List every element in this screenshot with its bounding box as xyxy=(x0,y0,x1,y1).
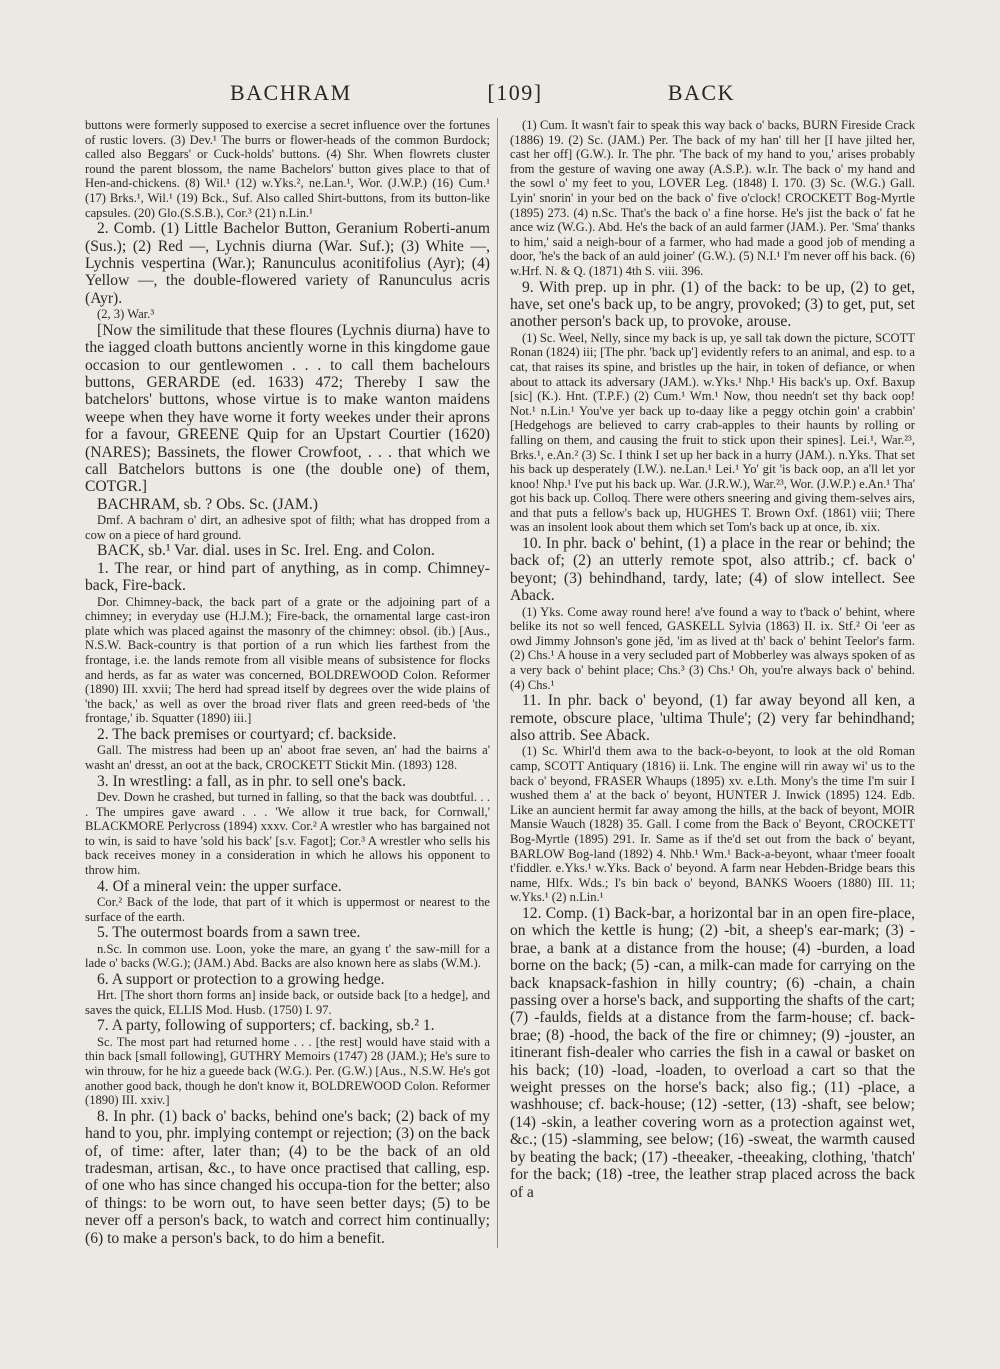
column-divider xyxy=(497,118,498,1248)
left-column xyxy=(85,118,490,1268)
entry-paragraph: 3. In wrestling: a fall, as in phr. to sell one's back. xyxy=(97,772,406,790)
entry-paragraph: 2. Comb. (1) Little Bachelor Button, Geranium Roberti-anum (Sus.); (2) Red —, Lychnis diurna (War. Suf.); (3) White —, Lychnis vespertina (War.); Ranunculus aconitifolius (Ayr); (4) Yellow —, the double-flowered variety of Ranunculus acris (Ayr). xyxy=(85,220,490,307)
entry-paragraph: Hrt. [The short thorn forms an] inside back, or outside back [to a hedge], and saves the quick, ELLIS Mod. Husb. (1750) I. 97. xyxy=(85,988,490,1017)
entry-paragraph: (1) Sc. Weel, Nelly, since my back is up, ye sall tak down the picture, SCOTT Ronan (1824) iii; [The phr. 'back up'] evidently refers to an animal, and esp. to a cat, that raises its spine, and bristles up the hair, in token of defiance, or when about to attack its adversary (JAM.). w.Yks.¹ Nhp.¹ His back's up. Oxf. Baxup [sic] (K.). Hnt. (T.P.F.) (2) Cum.¹ Wm.¹ Now, thou needn't set thy back oop! Not.¹ n.Lin.¹ You've yer back up to-daay like a peggy otchin goin' a crabbin' [Hedgehogs are believed to carry crab-apples to their haunts by rolling or falling on them, and causing the fruit to stick upon their spines]. Lei.¹, War.²³, Brks.¹, e.An.² (3) Sc. I think I set up her back in a hurry (JAM.). n.Yks. That set his back up desperately (I.W.). ne.Lan.¹ Lei.¹ Yo' git 'is back oop, an a'll let yor knoo! Nhp.¹ I've put his back up. War. (J.R.W.), War.²³, Wor. (J.W.P.) e.An.¹ Tha' got his back up. Colloq. There were others sneering and giving them-selves airs, and that puts a fellow's back up, HUGHES T. Brown Oxf. (1861) viii; There was an insolent look about them which set Tom's back up at once, ib. xix. xyxy=(510,330,915,535)
entry-paragraph: 9. With prep. up in phr. (1) of the back: to be up, (2) to get, have, set one's back up, to be angry, provoked; (3) to get, put, set another person's back up, to provoke, arouse. xyxy=(510,278,915,331)
entry-paragraph: 8. In phr. (1) back o' backs, behind one's back; (2) back of my hand to you, phr. implying contempt or rejection; (3) on the back of, of time: after, later than; (4) to be the back of an old tradesman, artisan, &c., to have once practised that calling, esp. of one who has since changed his occupa-tion for the better; also of things: to be worn out, to have seen better days; (5) to be never off a person's back, to watch and correct him continually; (6) to make a person's back, to do him a benefit. xyxy=(85,1107,490,1247)
entry-paragraph: 4. Of a mineral vein: the upper surface. xyxy=(97,877,342,895)
running-header xyxy=(80,80,920,114)
entry-paragraph: 5. The outermost boards from a sawn tree. xyxy=(97,924,361,942)
entry-headword: BACK, sb.¹ Var. dial. uses in Sc. Irel. Eng. and Colon. xyxy=(97,542,435,560)
entry-paragraph: 6. A support or protection to a growing hedge. xyxy=(97,970,385,988)
entry-paragraph: [Now the similitude that these floures (Lychnis diurna) have to the iagged cloath buttons anciently worne in this kingdome gaue occasion to our gentlewomen . . . to call them bachelours buttons, GERARDE (ed. 1633) 472; Thereby I saw the batchelors' buttons, whose virtue is to make wanton maidens weepe when they have worne it forty weekes under their aprons for a favour, GREENE Quip for an Upstart Courtier (1620) (NARES); Bassinets, the flower Crowfoot, . . . that which we call Batchelors buttons is one (the double one) of them, COTGR.] xyxy=(85,321,490,496)
entry-paragraph: (1) Sc. Whirl'd them awa to the back-o-beyont, to look at the old Roman camp, SCOTT Antiquary (1816) ii. Lnk. The engine will rin away wi' us to the back o' beyond, FRASER Whaups (1895) xv. e.Lth. Mony's the time I'm suir I wushed them a' at the back o' beyont, HUNTER J. Inwick (1895) 124. Edb. Like an auncient hermit far away among the hills, at the back of beyont, MOIR Mansie Wauch (1828) 35. Gall. I come from the Back o' Beyont, CROCKETT Bog-Myrtle (1895) 291. Ir. Same as if the'd set out from the back o' beyant, BARLOW Bog-land (1892) 4. Nhb.¹ Wm.¹ Back-a-beyont, whaar t'meer fooalt t'fiddler. e.Yks.¹ w.Yks. Back o' beyond. A farm near Hebden-Bridge bears this name, Hlfx. Wds.; I's bin back o' beyond, BANKS Wooers (1880) III. 11; w.Yks.¹ (2) n.Lin.¹ xyxy=(510,744,915,905)
entry-paragraph: n.Sc. In common use. Loon, yoke the mare, an gyang t' the saw-mill for a lade o' backs (W.G.); (JAM.) Abd. Backs are also known here as slabs (W.M.). xyxy=(85,941,490,971)
entry-paragraph: Cor.² Back of the lode, that part of it which is uppermost or nearest to the surface of the earth. xyxy=(85,894,490,924)
entry-paragraph: (2, 3) War.³ xyxy=(97,307,155,322)
entry-paragraph: Dmf. A bachram o' dirt, an adhesive spot of filth; what has dropped from a cow on a piece of hard ground. xyxy=(85,513,490,542)
entry-paragraph: 10. In phr. back o' behint, (1) a place in the rear or behind; the back of; (2) an utterly remote spot, also attrib.; cf. back o' beyont; (3) behindhand, tardy, late; (4) of slow intellect. See Aback. xyxy=(510,535,915,605)
entry-paragraph: 7. A party, following of supporters; cf. backing, sb.² 1. xyxy=(97,1017,435,1035)
entry-paragraph: buttons were formerly supposed to exercise a secret influence over the fortunes of rustic lovers. (3) Dev.¹ The burrs or flower-heads of the common Burdock; called also Beggars' or Cuck-holds' buttons. (4) Shr. When flowrets cluster round the parent blossom, the name Bachelors' button gives place to that of Hen-and-chickens. (8) Wil.¹ (12) w.Yks.², ne.Lan.¹, Wor. (J.W.P.) (16) Cum.¹ (17) Brks.¹, Wil.¹ (19) Bck., Suf. Also called Shirt-buttons, from its button-like capsules. (20) Glo.(S.S.B.), Cor.³ (21) n.Lin.¹ xyxy=(85,118,490,220)
entry-paragraph: (1) Cum. It wasn't fair to speak this way back o' backs, BURN Fireside Crack (1886) 19. (2) Sc. (JAM.) Per. The back of my han' till her [I have jilted her, cast her off] (G.W.). Ir. The phr. 'The back of my hand to you,' arises probably from the gesture of waving one away (A.S.P.). w.Ir. The back o' my hand and the sowl o' my feet to you, LOVER Leg. (1848) I. 170. (3) Sc. (W.G.) Gall. Lyin' snorin' in your bed on the back o' five o'clock! CROCKETT Bog-Myrtle (1895) 273. (4) n.Sc. That's the back o' a fine horse. He's jist the back o' fat he ance wiz (W.G.). Abd. He's the back of an auld farmer (JAM.). Per. 'Sma' thanks to him,' said a neigh-bour of a farmer, who had made a good job of mending a door, 'he's the back of an auld joiner' (G.W.). (5) N.I.¹ I'm never off his back. (6) w.Hrf. N. & Q. (1871) 4th S. viii. 396. xyxy=(510,118,915,278)
entry-paragraph: 12. Comp. (1) Back-bar, a horizontal bar in an open fire-place, on which the kettle is hung; (2) -bit, a sheep's ear-mark; (3) -brae, a bank at a distance from the house; (4) -burden, a load borne on the back; (5) -can, a milk-can made for carrying on the back knapsack-fashion in hilly country; (6) -chain, a chain passing over a horse's back, and supporting the shafts of the cart; (7) -faulds, fields at a distance from the farm-house; cf. back-brae; (8) -hood, the back of the fire or chimney; (9) -jouster, an itinerant fish-dealer who carries the fish in a cawal or basket on his back; (10) -load, -loaden, to overload a cart so that the weight presses on the horse's back; also fig.; (11) -place, a washhouse; cf. back-house; (12) -setter, (13) -shaft, see below; (14) -skin, a leather covering worn as a protection against wet, &c.; (15) -slamming, see below; (16) -sweat, the warmth caused by beating the back; (17) -theeaker, -theeaking, clothing, 'thatch' for the back; (18) -tree, the leather strap placed across the back of a xyxy=(510,905,915,1201)
header-left-word: BACHRAM xyxy=(230,80,352,105)
page-number: [109] xyxy=(487,80,543,105)
entry-paragraph: Dor. Chimney-back, the back part of a grate or the adjoining part of a chimney; in everyday use (H.J.M.); Fire-back, the ornamental large cast-iron plate which was placed against the masonry of the chimney: obsol. (ib.) [Aus., N.S.W. Back-country is that portion of a run which lies farthest from the frontage, i.e. the lands remote from all visible means of subsistence for flocks and herds, as far as water was concerned, BOLDREWOOD Colon. Reformer (1890) III. xxvii; The herd had spread itself by degrees over the wide plains of 'the back,' as well as over the broad river flats and green reed-beds of 'the frontage,' ib. Squatter (1890) iii.] xyxy=(85,594,490,726)
header-right-word: BACK xyxy=(667,80,735,105)
entry-paragraph: Sc. The most part had returned home . . . [the rest] would have staid with a thin back [small following], GUTHRY Memoirs (1747) 28 (JAM.); He's sure to win throuw, for he hiz a gueede back (W.G.). Per. (G.W.) [Aus., N.S.W. He's got another good back, though he don't know it, BOLDREWOOD Colon. Reformer (1890) III. xxiv.] xyxy=(85,1034,490,1108)
entry-paragraph: (1) Yks. Come away round here! a've found a way to t'back o' behint, where belike its not so well fenced, GASKELL Sylvia (1863) II. ix. Stf.² Oi 'eer as owd Jimmy Johnson's gone jĕd, 'im as lived at th' back o' behint Teelor's farm. (2) Chs.¹ A house in a very secluded part of Mobberley was always spoken of as a very back o' behint place; Chs.³ (3) Chs.¹ Oh, you're always back o' behind. (4) Chs.¹ xyxy=(510,604,915,692)
right-column xyxy=(510,118,915,1268)
entry-paragraph: 11. In phr. back o' beyond, (1) far away beyond all ken, a remote, obscure place, 'ultima Thule'; (2) very far behindhand; also attrib. See Aback. xyxy=(510,692,915,745)
entry-paragraph: 1. The rear, or hind part of anything, as in comp. Chimney-back, Fire-back. xyxy=(85,559,490,595)
entry-headword: BACHRAM, sb. ? Obs. Sc. (JAM.) xyxy=(97,495,318,513)
entry-paragraph: Gall. The mistress had been up an' aboot frae seven, an' had the bairns a' washt an' dresst, an oot at the back, CROCKETT Stickit Min. (1893) 128. xyxy=(85,743,490,772)
entry-paragraph: Dev. Down he crashed, but turned in falling, so that the back was doubtful. . . . The umpires gave award . . . 'We allow it true back, for Cornwall,' BLACKMORE Perlycross (1894) xxxv. Cor.² A wrestler who has bargained not to win, is said to have 'sold his back' [s.v. Fagot]; Cor.³ A wrestler who sells his back receives money in a consideration in which he allows his opponent to throw him. xyxy=(85,790,490,877)
entry-paragraph: 2. The back premises or courtyard; cf. backside. xyxy=(97,726,397,743)
